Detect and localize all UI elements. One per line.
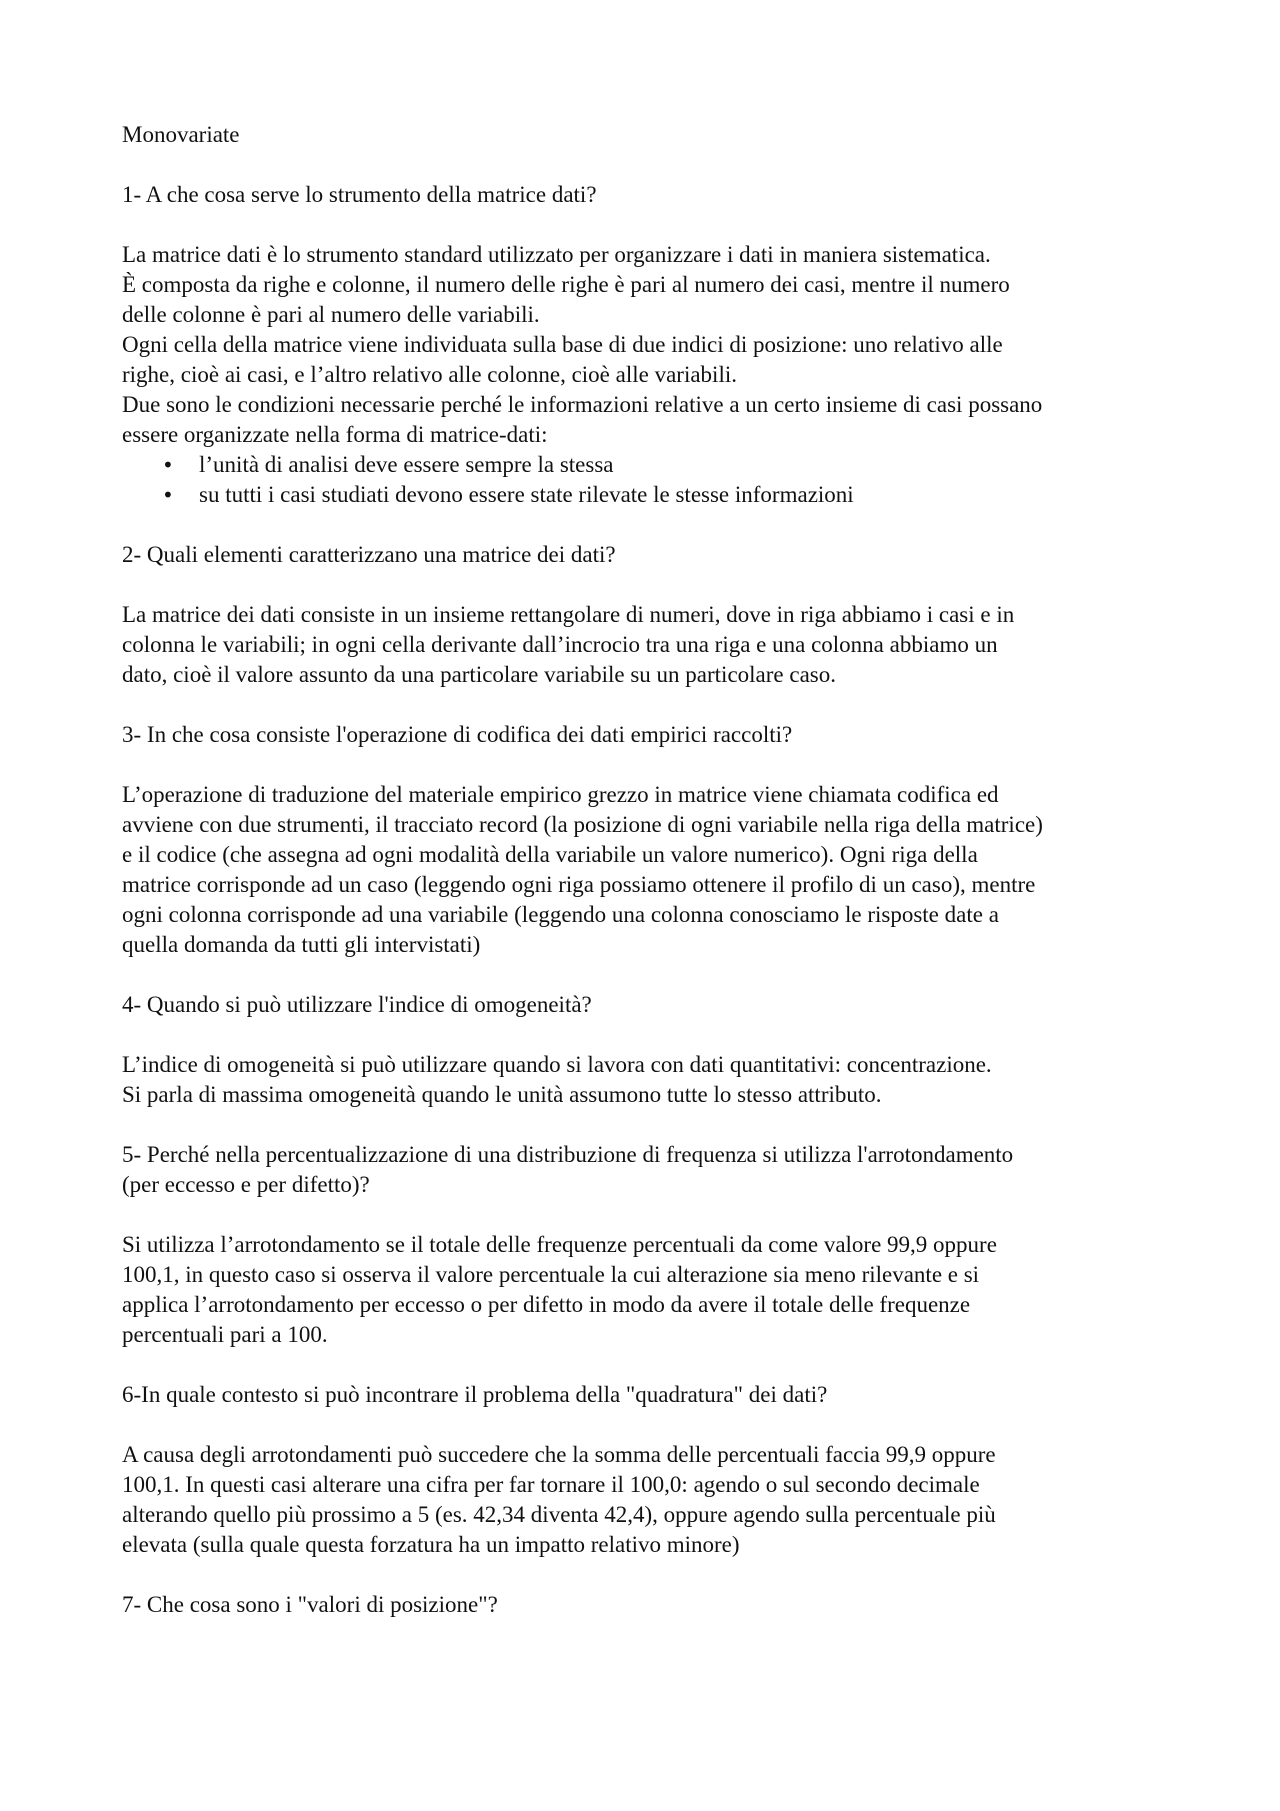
bullet-item bbox=[122, 480, 1182, 510]
section-4 bbox=[122, 990, 1182, 1110]
section-5 bbox=[122, 1140, 1182, 1350]
answer-line: essere organizzate nella forma di matrice-dati: bbox=[122, 422, 548, 447]
bullet-icon: • bbox=[162, 453, 174, 477]
answer-line: matrice corrisponde ad un caso (leggendo ogni riga possiamo ottenere il profilo di un caso), mentre bbox=[122, 872, 1036, 897]
bullet-item bbox=[122, 450, 1182, 480]
question-6: 6-In quale contesto si può incontrare il problema della "quadratura" dei dati? bbox=[122, 1382, 828, 1407]
answer-line: Due sono le condizioni necessarie perché le informazioni relative a un certo insieme di casi possano bbox=[122, 392, 1043, 417]
bullet-icon: • bbox=[162, 483, 174, 507]
answer-3 bbox=[122, 780, 1182, 960]
question-2: 2- Quali elementi caratterizzano una matrice dei dati? bbox=[122, 542, 616, 567]
answer-line: ogni colonna corrisponde ad una variabile (leggendo una colonna conosciamo le risposte date a bbox=[122, 902, 999, 927]
question-7: 7- Che cosa sono i "valori di posizione"? bbox=[122, 1592, 498, 1617]
bullet-text: su tutti i casi studiati devono essere state rilevate le stesse informazioni bbox=[199, 482, 854, 507]
answer-line: Ogni cella della matrice viene individuata sulla base di due indici di posizione: uno relativo alle bbox=[122, 332, 1003, 357]
answer-line: dato, cioè il valore assunto da una particolare variabile su un particolare caso. bbox=[122, 662, 836, 687]
section-7 bbox=[122, 1590, 1182, 1620]
answer-line: 100,1, in questo caso si osserva il valore percentuale la cui alterazione sia meno rilevante e si bbox=[122, 1262, 980, 1287]
document-page bbox=[122, 120, 1182, 1650]
answer-line: alterando quello più prossimo a 5 (es. 42,34 diventa 42,4), oppure agendo sulla percentuale più bbox=[122, 1502, 996, 1527]
answer-2 bbox=[122, 600, 1182, 690]
answer-line: Si parla di massima omogeneità quando le unità assumono tutte lo stesso attributo. bbox=[122, 1082, 882, 1107]
answer-6 bbox=[122, 1440, 1182, 1560]
answer-4 bbox=[122, 1050, 1182, 1110]
answer-line: applica l’arrotondamento per eccesso o per difetto in modo da avere il totale delle frequenze bbox=[122, 1292, 971, 1317]
answer-line: delle colonne è pari al numero delle variabili. bbox=[122, 302, 540, 327]
answer-line: quella domanda da tutti gli intervistati) bbox=[122, 932, 481, 957]
answer-5 bbox=[122, 1230, 1182, 1350]
answer-line: A causa degli arrotondamenti può succedere che la somma delle percentuali faccia 99,9 oppure bbox=[122, 1442, 996, 1467]
answer-line: avviene con due strumenti, il tracciato record (la posizione di ogni variabile nella riga della matrice) bbox=[122, 812, 1043, 837]
answer-line: L’indice di omogeneità si può utilizzare quando si lavora con dati quantitativi: concentrazione. bbox=[122, 1052, 992, 1077]
bullet-text: l’unità di analisi deve essere sempre la stessa bbox=[199, 452, 614, 477]
answer-line: righe, cioè ai casi, e l’altro relativo alle colonne, cioè alle variabili. bbox=[122, 362, 737, 387]
question-4: 4- Quando si può utilizzare l'indice di omogeneità? bbox=[122, 992, 592, 1017]
section-1 bbox=[122, 180, 1182, 510]
answer-1 bbox=[122, 240, 1182, 510]
document-title: Monovariate bbox=[122, 122, 240, 147]
section-6 bbox=[122, 1380, 1182, 1560]
answer-line: percentuali pari a 100. bbox=[122, 1322, 328, 1347]
question-3: 3- In che cosa consiste l'operazione di codifica dei dati empirici raccolti? bbox=[122, 722, 793, 747]
section-2 bbox=[122, 540, 1182, 690]
question-line: (per eccesso e per difetto)? bbox=[122, 1172, 370, 1197]
answer-line: colonna le variabili; in ogni cella derivante dall’incrocio tra una riga e una colonna abbiamo un bbox=[122, 632, 998, 657]
bullet-list bbox=[122, 450, 1182, 510]
question-line: 5- Perché nella percentualizzazione di una distribuzione di frequenza si utilizza l'arrotondamento bbox=[122, 1142, 1014, 1167]
answer-line: È composta da righe e colonne, il numero delle righe è pari al numero dei casi, mentre il numero bbox=[122, 272, 1010, 297]
section-3 bbox=[122, 720, 1182, 960]
answer-line: e il codice (che assegna ad ogni modalità della variabile un valore numerico). Ogni riga della bbox=[122, 842, 978, 867]
answer-line: La matrice dati è lo strumento standard utilizzato per organizzare i dati in maniera sistematica. bbox=[122, 242, 991, 267]
question-1: 1- A che cosa serve lo strumento della matrice dati? bbox=[122, 182, 597, 207]
answer-line: 100,1. In questi casi alterare una cifra per far tornare il 100,0: agendo o sul secondo decimale bbox=[122, 1472, 980, 1497]
answer-line: L’operazione di traduzione del materiale empirico grezzo in matrice viene chiamata codifica ed bbox=[122, 782, 999, 807]
answer-line: elevata (sulla quale questa forzatura ha un impatto relativo minore) bbox=[122, 1532, 740, 1557]
answer-line: Si utilizza l’arrotondamento se il totale delle frequenze percentuali da come valore 99,9 oppure bbox=[122, 1232, 997, 1257]
question-5 bbox=[122, 1140, 1182, 1200]
answer-line: La matrice dei dati consiste in un insieme rettangolare di numeri, dove in riga abbiamo i casi e in bbox=[122, 602, 1015, 627]
